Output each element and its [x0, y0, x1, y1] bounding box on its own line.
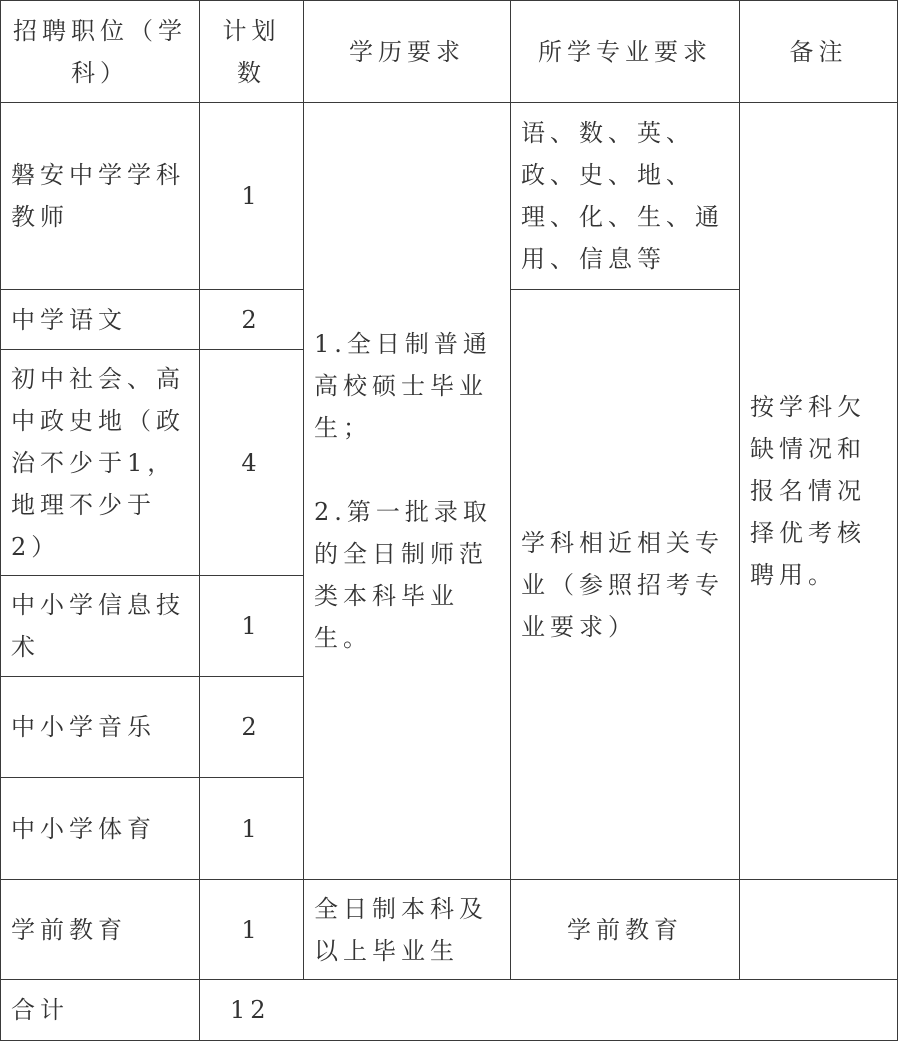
position-cell: 中小学信息技术	[1, 576, 200, 677]
position-cell: 中小学音乐	[1, 677, 200, 778]
major-requirement-cell: 语、数、英、政、史、地、理、化、生、通用、信息等	[511, 103, 740, 290]
position-cell: 磐安中学学科教师	[1, 103, 200, 290]
education-requirement-cell: 全日制本科及以上毕业生	[304, 880, 511, 980]
plan-cell: 1	[200, 103, 304, 290]
education-requirement-cell: 1.全日制普通高校硕士毕业生； 2.第一批录取的全日制师范类本科毕业生。	[304, 103, 511, 880]
plan-cell: 1	[200, 778, 304, 880]
table-row	[1, 880, 898, 980]
position-cell: 中学语文	[1, 290, 200, 350]
position-cell: 中小学体育	[1, 778, 200, 880]
remark-cell: 按学科欠缺情况和报名情况择优考核聘用。	[740, 103, 898, 880]
header-major: 所学专业要求	[511, 1, 740, 103]
plan-cell: 4	[200, 350, 304, 576]
plan-cell: 1	[200, 880, 304, 980]
table-row	[1, 103, 898, 290]
header-education: 学历要求	[304, 1, 511, 103]
position-cell: 初中社会、高中政史地（政治不少于1，地理不少于2）	[1, 350, 200, 576]
remark-cell	[740, 880, 898, 980]
position-cell: 学前教育	[1, 880, 200, 980]
header-plan: 计划数	[200, 1, 304, 103]
major-requirement-cell: 学科相近相关专业（参照招考专业要求）	[511, 290, 740, 880]
header-row	[1, 1, 898, 103]
plan-cell: 1	[200, 576, 304, 677]
header-remark: 备注	[740, 1, 898, 103]
plan-cell: 2	[200, 677, 304, 778]
total-value: 12	[200, 980, 898, 1041]
plan-cell: 2	[200, 290, 304, 350]
total-label: 合计	[1, 980, 200, 1041]
major-requirement-cell: 学前教育	[511, 880, 740, 980]
total-row	[1, 980, 898, 1041]
header-position: 招聘职位（学科）	[1, 1, 200, 103]
